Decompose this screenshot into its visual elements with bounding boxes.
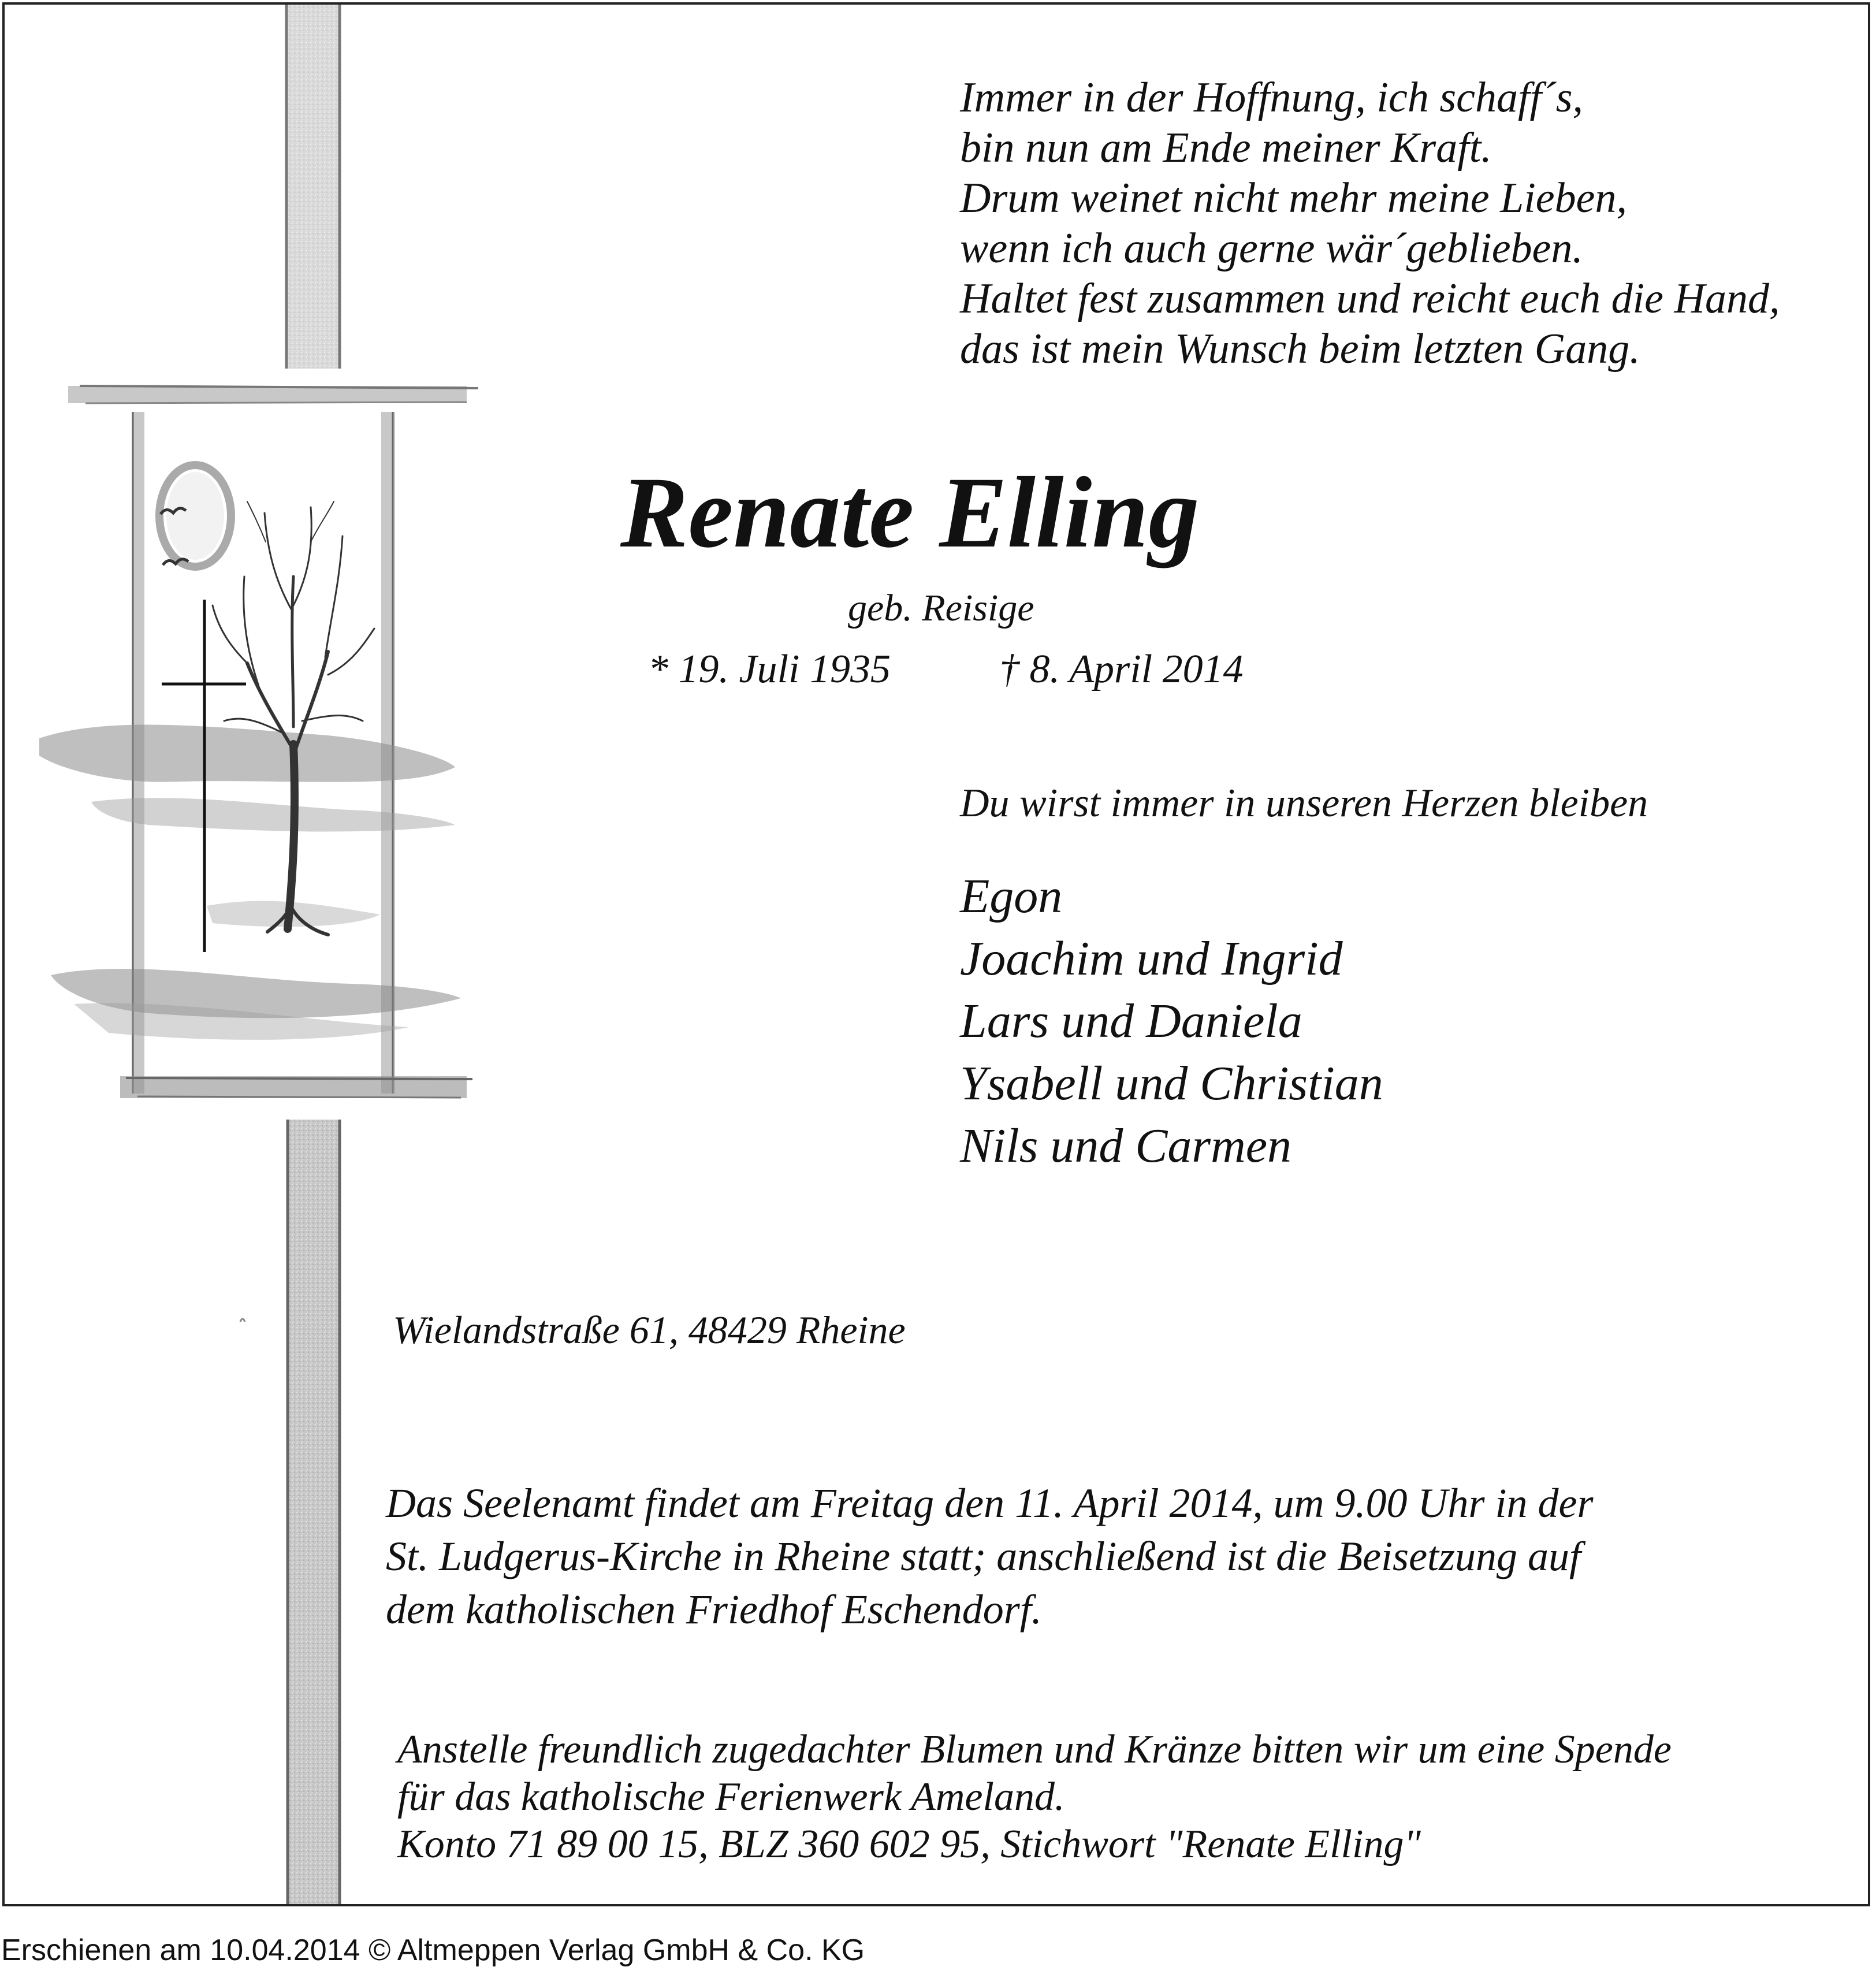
poem-line: Haltet fest zusammen und reicht euch die Hand, bbox=[960, 275, 1780, 322]
birth-date: * 19. Juli 1935 bbox=[648, 647, 891, 691]
poem-block bbox=[960, 73, 1780, 374]
pencil-mark bbox=[240, 1319, 245, 1322]
death-date: † 8. April 2014 bbox=[999, 647, 1244, 691]
landscape-clouds bbox=[39, 725, 461, 1040]
tree-drawing bbox=[213, 501, 374, 935]
poem-line: wenn ich auch gerne wär´geblieben. bbox=[960, 225, 1583, 272]
mourner-name: Lars und Daniela bbox=[960, 994, 1302, 1048]
moon-drawing bbox=[159, 465, 231, 567]
service-line: St. Ludgerus-Kirche in Rheine statt; anschließend ist die Beisetzung auf bbox=[386, 1533, 1581, 1579]
maiden-name: geb. Reisige bbox=[848, 587, 1034, 629]
family-address: Wielandstraße 61, 48429 Rheine bbox=[393, 1308, 906, 1352]
poem-line: Drum weinet nicht mehr meine Lieben, bbox=[960, 174, 1627, 222]
donation-line: Anstelle freundlich zugedachter Blumen und Kränze bitten wir um eine Spende bbox=[397, 1727, 1672, 1772]
donation-line: Konto 71 89 00 15, BLZ 360 602 95, Stichwort "Renate Elling" bbox=[397, 1822, 1421, 1867]
poem-line: bin nun am Ende meiner Kraft. bbox=[960, 124, 1492, 172]
vertical-post bbox=[286, 5, 340, 1904]
service-line: Das Seelenamt findet am Freitag den 11. April 2014, um 9.00 Uhr in der bbox=[386, 1480, 1594, 1526]
service-line: dem katholischen Friedhof Eschendorf. bbox=[386, 1586, 1042, 1633]
farewell-line: Du wirst immer in unseren Herzen bleiben bbox=[960, 781, 1648, 826]
mourner-name: Egon bbox=[960, 869, 1063, 923]
obituary-notice bbox=[2, 2, 1870, 1906]
poem-line: das ist mein Wunsch beim letzten Gang. bbox=[960, 325, 1640, 373]
mourner-name: Nils und Carmen bbox=[960, 1119, 1292, 1173]
donation-line: für das katholische Ferienwerk Ameland. bbox=[397, 1775, 1065, 1819]
deceased-name: Renate Elling bbox=[620, 456, 1200, 569]
donation-request bbox=[397, 1726, 1672, 1868]
mourner-name: Joachim und Ingrid bbox=[960, 932, 1343, 986]
mourner-name: Ysabell und Christian bbox=[960, 1057, 1383, 1110]
mourners-list bbox=[960, 865, 1383, 1177]
publication-credit: Erschienen am 10.04.2014 © Altmeppen Verlag GmbH & Co. KG bbox=[1, 1934, 865, 1967]
funeral-service-info bbox=[386, 1477, 1593, 1636]
poem-line: Immer in der Hoffnung, ich schaff´s, bbox=[960, 74, 1584, 121]
